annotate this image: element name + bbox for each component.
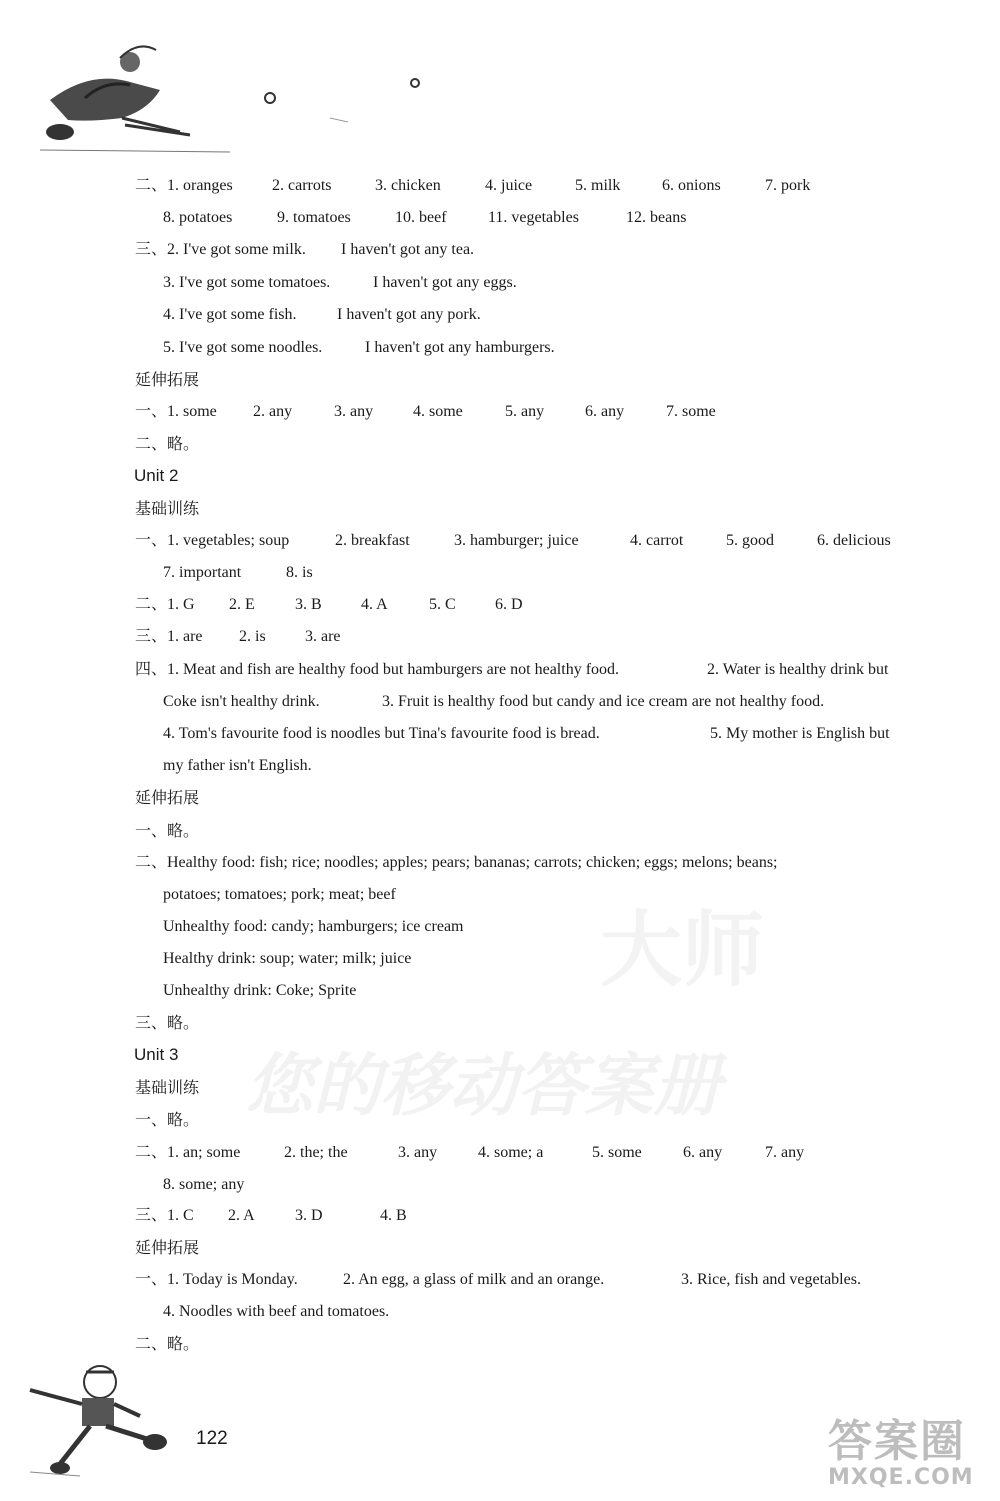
answer-item: 三、2. I've got some milk. — [135, 241, 306, 258]
watermark-slogan: 您的移动答案册 — [245, 1046, 722, 1126]
answer-item: 8. potatoes — [163, 209, 233, 226]
answer-item: 4. I've got some fish. — [163, 306, 297, 323]
answer-item: potatoes; tomatoes; pork; meat; beef — [163, 886, 396, 903]
answer-item: 二、1. G — [135, 596, 195, 613]
answer-item: 3. I've got some tomatoes. — [163, 274, 331, 291]
answer-item: 2. breakfast — [335, 532, 410, 549]
answer-item: 二、1. an; some — [135, 1144, 241, 1161]
answer-item: 3. chicken — [375, 177, 441, 194]
answer-item: 三、1. are — [135, 628, 203, 645]
answer-item: 5. C — [429, 596, 456, 613]
answer-item: 6. any — [585, 403, 625, 420]
section-label: 一、略。 — [135, 1110, 200, 1129]
answer-item: 4. B — [380, 1207, 407, 1224]
skier-illustration-icon — [30, 40, 450, 155]
answer-item: 3. any — [398, 1144, 438, 1161]
answer-item: 2. carrots — [272, 177, 332, 194]
answer-item: my father isn't English. — [163, 757, 312, 774]
answer-item: 4. Noodles with beef and tomatoes. — [163, 1303, 390, 1320]
answer-item: I haven't got any tea. — [341, 241, 475, 258]
section-label: 一、略。 — [135, 821, 200, 840]
answer-item: 一、1. Today is Monday. — [135, 1271, 298, 1288]
unit-heading: Unit 2 — [134, 466, 179, 485]
section-label: 基础训练 — [135, 1078, 200, 1097]
section-label: 三、略。 — [135, 1013, 200, 1032]
answer-item: 4. juice — [485, 177, 533, 194]
answer-item: 2. any — [253, 403, 293, 420]
answer-item: 2. the; the — [284, 1144, 348, 1161]
answer-item: 4. carrot — [630, 532, 684, 549]
answer-item: 三、1. C — [135, 1207, 194, 1224]
answer-item: I haven't got any eggs. — [373, 274, 517, 291]
answer-item: 一、1. some — [135, 403, 217, 420]
answer-item: 6. any — [683, 1144, 723, 1161]
section-label: 延伸拓展 — [135, 370, 200, 389]
answer-item: 5. I've got some noodles. — [163, 339, 323, 356]
answer-item: 6. delicious — [817, 532, 891, 549]
answer-item: 3. D — [295, 1207, 323, 1224]
answer-item: 5. any — [505, 403, 545, 420]
answer-item: 3. B — [295, 596, 322, 613]
answer-item: Unhealthy drink: Coke; Sprite — [163, 982, 357, 999]
answer-item: I haven't got any hamburgers. — [365, 339, 555, 356]
answer-item: 5. My mother is English but — [710, 725, 890, 742]
runner-illustration-icon — [20, 1360, 200, 1480]
answer-item: 10. beef — [395, 209, 447, 226]
answer-item: 2. is — [239, 628, 266, 645]
watermark-brand: 大师 — [600, 903, 765, 998]
answer-item: 5. good — [726, 532, 774, 549]
answer-item: 6. onions — [662, 177, 721, 194]
answer-item: 7. any — [765, 1144, 805, 1161]
section-label: 基础训练 — [135, 499, 200, 518]
answer-item: 5. milk — [575, 177, 621, 194]
answer-item: 3. are — [305, 628, 341, 645]
section-label: 延伸拓展 — [135, 788, 200, 807]
answer-item: 3. hamburger; juice — [454, 532, 579, 549]
section-label: 延伸拓展 — [135, 1238, 200, 1257]
answer-item: 一、1. vegetables; soup — [135, 532, 290, 549]
answer-item: 6. D — [495, 596, 523, 613]
answer-item: Healthy drink: soup; water; milk; juice — [163, 950, 412, 967]
answer-item: 12. beans — [626, 209, 687, 226]
section-label: 二、略。 — [135, 1334, 200, 1353]
answer-item: 4. Tom's favourite food is noodles but Tina's favourite food is bread. — [163, 725, 600, 742]
answer-item: 5. some — [592, 1144, 642, 1161]
answer-item: 7. pork — [765, 177, 811, 194]
answer-item: 3. Rice, fish and vegetables. — [681, 1271, 861, 1288]
answer-item: 四、1. Meat and fish are healthy food but hamburgers are not healthy food. — [135, 661, 620, 678]
answer-item: 2. An egg, a glass of milk and an orange. — [343, 1271, 605, 1288]
answer-item: 8. is — [286, 564, 313, 581]
answer-item: 4. some — [413, 403, 463, 420]
answer-item: 11. vegetables — [488, 209, 579, 226]
answer-item: Unhealthy food: candy; hamburgers; ice cream — [163, 918, 464, 935]
answer-item: 4. some; a — [478, 1144, 544, 1161]
answer-item: Coke isn't healthy drink. — [163, 693, 320, 710]
corner-logo-text: 答案圈 — [828, 1416, 966, 1467]
answer-item: 7. important — [163, 564, 242, 581]
answer-item: 二、1. oranges — [135, 177, 233, 194]
answer-item: 2. E — [229, 596, 255, 613]
answer-item: 2. A — [228, 1207, 255, 1224]
answer-item: 4. A — [361, 596, 388, 613]
answer-item: I haven't got any pork. — [337, 306, 481, 323]
answer-item: 二、Healthy food: fish; rice; noodles; apples; pears; bananas; carrots; chicken; eggs; melons; beans; — [135, 854, 778, 871]
answer-item: 3. any — [334, 403, 374, 420]
answer-item: 7. some — [666, 403, 716, 420]
answer-item: 2. Water is healthy drink but — [707, 661, 889, 678]
page-number: 122 — [196, 1428, 228, 1449]
section-label: 二、略。 — [135, 434, 200, 453]
answer-item: 9. tomatoes — [277, 209, 351, 226]
corner-logo-url: MXQE.COM — [828, 1465, 974, 1490]
answer-item: 3. Fruit is healthy food but candy and ice cream are not healthy food. — [382, 693, 825, 710]
unit-heading: Unit 3 — [134, 1045, 179, 1064]
answer-item: 8. some; any — [163, 1176, 245, 1193]
corner-watermark-logo — [828, 1418, 990, 1493]
